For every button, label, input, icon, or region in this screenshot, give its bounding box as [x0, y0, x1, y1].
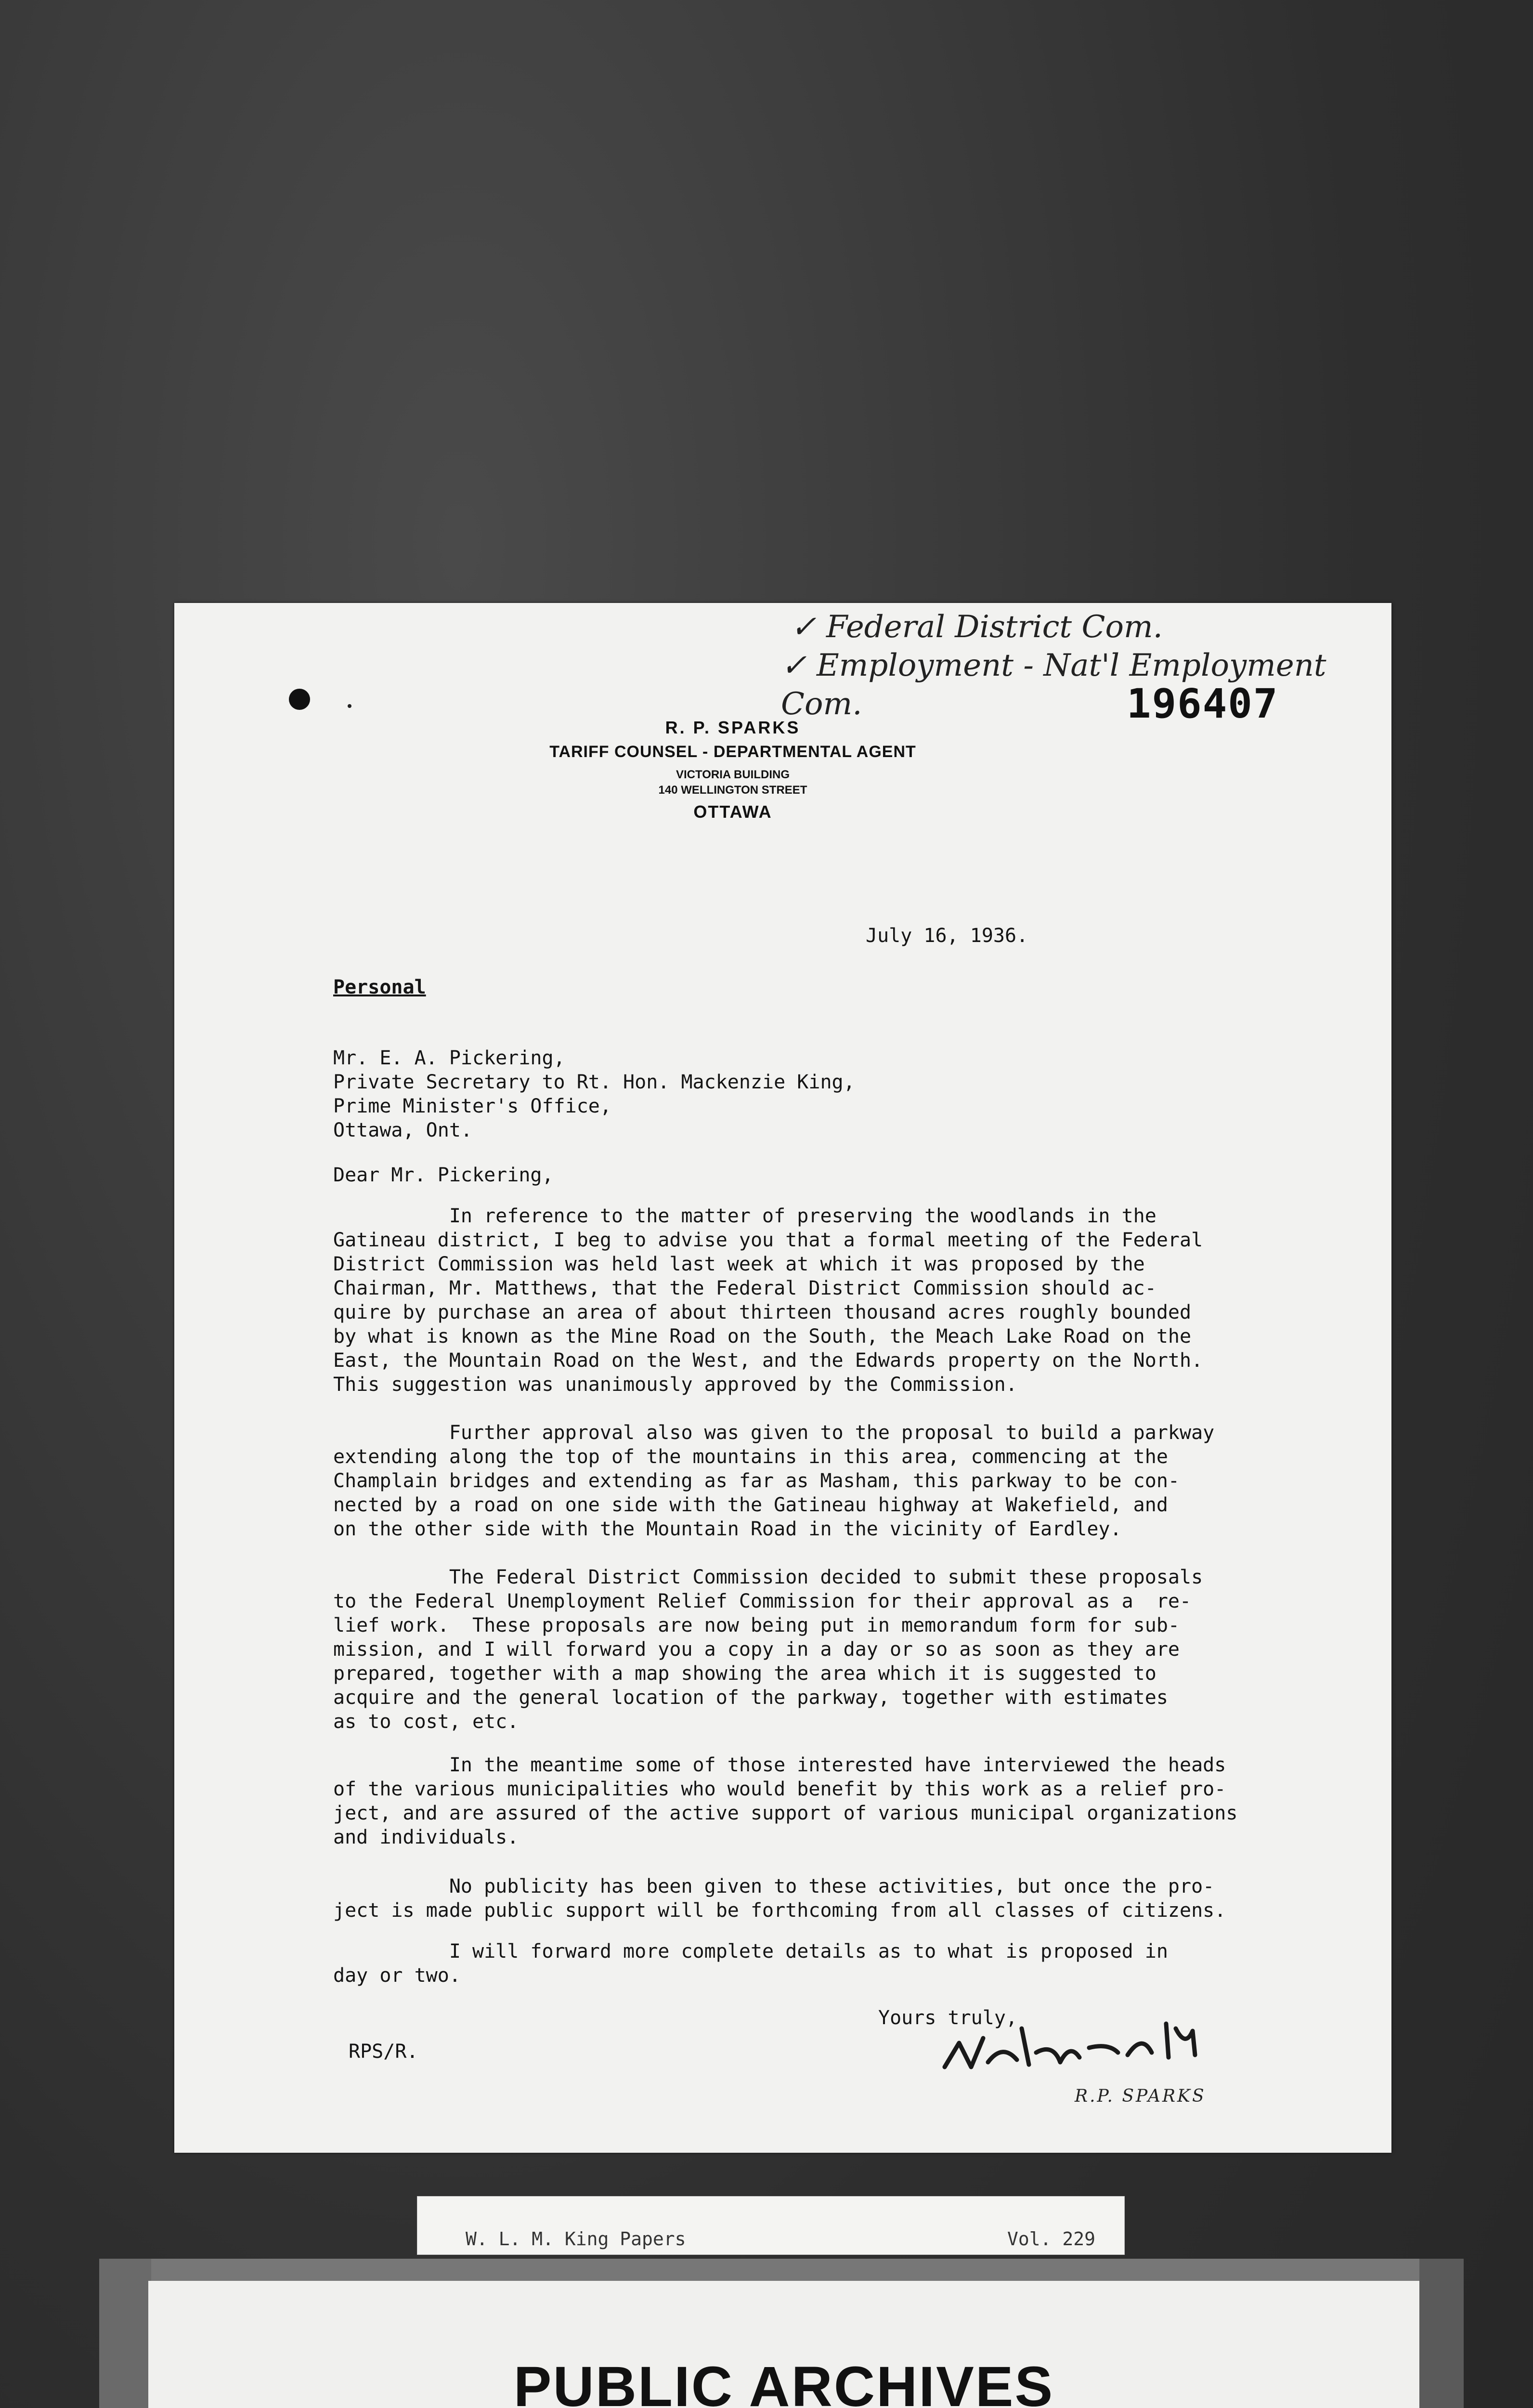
handwritten-note-1: ✓ Federal District Com.: [791, 609, 1163, 645]
letter-date: July 16, 1936.: [866, 925, 1028, 947]
paragraph-line: In reference to the matter of preserving the woodlands in the: [333, 1205, 1156, 1227]
letter-page: [174, 603, 1391, 2153]
paragraph-line: and individuals.: [333, 1826, 519, 1848]
volume-number: Vol. 229: [1007, 2228, 1095, 2250]
paragraph-line: Champlain bridges and extending as far as Masham, this parkway to be con-: [333, 1470, 1180, 1492]
letterhead-address: [511, 767, 954, 798]
paragraph-line: of the various municipalities who would benefit by this work as a relief pro-: [333, 1778, 1226, 1800]
personal-marking: Personal: [333, 976, 426, 998]
collection-label: [417, 2196, 1125, 2255]
paragraph-line: day or two.: [333, 1964, 461, 1987]
closing: Yours truly,: [878, 2007, 1017, 2029]
paragraph-line: Gatineau district, I beg to advise you that a formal meeting of the Federal: [333, 1229, 1203, 1251]
addressee-line: Prime Minister's Office,: [333, 1095, 611, 1117]
letterhead: [511, 718, 954, 822]
letterhead-title: TARIFF COUNSEL - DEPARTMENTAL AGENT: [549, 743, 916, 761]
ink-dot: [348, 704, 351, 708]
paragraph-1: [333, 1204, 1344, 1397]
paragraph-line: as to cost, etc.: [333, 1711, 519, 1733]
paragraph-line: ject is made public support will be forthcoming from all classes of citizens.: [333, 1899, 1226, 1922]
handwritten-notes: [723, 608, 1388, 723]
signature-name: R.P. SPARKS: [1075, 2086, 1206, 2106]
salutation: Dear Mr. Pickering,: [333, 1164, 554, 1186]
addressee-line: Mr. E. A. Pickering,: [333, 1047, 565, 1069]
paragraph-line: lief work. These proposals are now being put in memorandum form for sub-: [333, 1614, 1180, 1636]
letterhead-building: VICTORIA BUILDING: [676, 768, 790, 781]
paragraph-line: acquire and the general location of the parkway, together with estimates: [333, 1687, 1168, 1709]
paragraph-line: prepared, together with a map showing the area which it is suggested to: [333, 1662, 1156, 1685]
addressee-line: Private Secretary to Rt. Hon. Mackenzie King,: [333, 1071, 855, 1093]
paragraph-line: In the meantime some of those interested have interviewed the heads: [333, 1754, 1226, 1776]
letterhead-name: R. P. SPARKS: [665, 718, 801, 737]
paragraph-line: Chairman, Mr. Matthews, that the Federal District Commission should ac-: [333, 1277, 1156, 1299]
paragraph-line: nected by a road on one side with the Gatineau highway at Wakefield, and: [333, 1494, 1168, 1516]
card-frame-right: [1419, 2259, 1464, 2408]
handwritten-signature: [925, 1971, 1224, 2086]
paragraph-5: [333, 1874, 1344, 1923]
paragraph-line: This suggestion was unanimously approved by the Commission.: [333, 1374, 1017, 1396]
paragraph-line: quire by purchase an area of about thirteen thousand acres roughly bounded: [333, 1301, 1192, 1323]
handwritten-note-2: ✓ Employment - Nat'l Employment Com.: [781, 648, 1326, 722]
paragraph-line: Further approval also was given to the proposal to build a parkway: [333, 1422, 1215, 1444]
card-frame-left: [99, 2259, 151, 2408]
paragraph-line: No publicity has been given to these activities, but once the pro-: [333, 1875, 1215, 1898]
paragraph-line: to the Federal Unemployment Relief Commission for their approval as a re-: [333, 1590, 1192, 1612]
paragraph-3: [333, 1565, 1344, 1734]
paragraph-2: [333, 1421, 1344, 1541]
typist-initials: RPS/R.: [349, 2041, 418, 2063]
letterhead-street: 140 WELLINGTON STREET: [658, 784, 807, 797]
paragraph-line: I will forward more complete details as to what is proposed in: [333, 1940, 1168, 1963]
paragraph-4: [333, 1753, 1344, 1849]
paragraph-line: mission, and I will forward you a copy in a day or so as soon as they are: [333, 1638, 1180, 1661]
paragraph-line: extending along the top of the mountains in this area, commencing at the: [333, 1446, 1168, 1468]
file-number-stamp: 196407: [1127, 680, 1279, 727]
card-frame-top: [99, 2259, 1464, 2283]
archives-card: [148, 2281, 1419, 2408]
collection-name: W. L. M. King Papers: [466, 2228, 686, 2250]
addressee-line: Ottawa, Ont.: [333, 1119, 472, 1141]
paragraph-line: by what is known as the Mine Road on the South, the Meach Lake Road on the: [333, 1325, 1192, 1348]
archives-title-en: PUBLIC ARCHIVES: [513, 2355, 1054, 2408]
letterhead-city: OTTAWA: [693, 802, 772, 822]
paragraph-line: East, the Mountain Road on the West, and the Edwards property on the North.: [333, 1349, 1203, 1372]
addressee-block: [333, 1046, 855, 1142]
paragraph-line: District Commission was held last week at which it was proposed by the: [333, 1253, 1145, 1275]
paragraph-line: ject, and are assured of the active support of various municipal organizations: [333, 1802, 1238, 1824]
paragraph-line: on the other side with the Mountain Road in the vicinity of Eardley.: [333, 1518, 1122, 1540]
paragraph-line: The Federal District Commission decided to submit these proposals: [333, 1566, 1203, 1588]
punch-hole: [289, 689, 310, 710]
